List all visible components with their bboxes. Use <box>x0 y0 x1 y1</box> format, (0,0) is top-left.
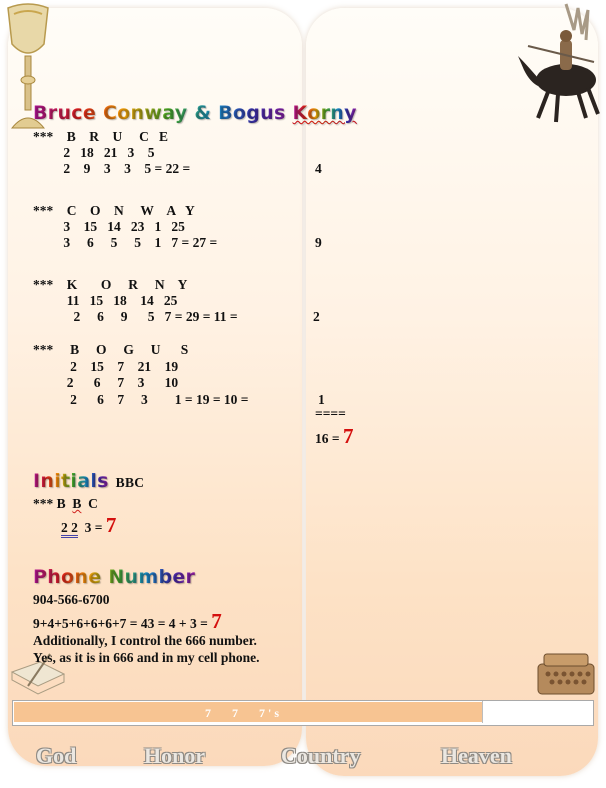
initials-letter-c: C <box>81 496 98 511</box>
initials-suffix: BBC <box>115 475 145 490</box>
initials-letters-prefix: *** B <box>33 496 73 511</box>
phone-heading <box>33 566 195 588</box>
motto-country: Country <box>281 743 361 768</box>
title-text: Bruce Conway & Bogus <box>33 102 293 124</box>
phone-note-2: Yes, as it is in 666 and in my cell phone. <box>33 650 260 665</box>
initials-letter-b: B <box>72 496 82 511</box>
korny-numbers: 11 15 18 14 25 <box>33 293 178 308</box>
footer-sevens: 7 7 7 ' s <box>205 706 280 720</box>
phone-note-1: Additionally, I control the 666 number. <box>33 633 257 648</box>
total-rule: ==== <box>315 406 346 421</box>
phone-heading-text: Phone Number <box>33 566 196 588</box>
bruce-reduced: 2 9 3 3 5 = 22 = <box>33 161 191 176</box>
phone-number: 904-566-6700 <box>33 592 110 607</box>
motto-god: God <box>36 743 77 768</box>
total-label: 16 = <box>315 431 340 446</box>
horse-rider-image <box>508 0 606 128</box>
total-seven: 7 <box>342 424 354 448</box>
bogus-reduced-final: 2 6 7 3 1 = 19 = 10 = <box>33 392 249 407</box>
phone-sum <box>33 609 222 633</box>
motto-heaven: Heaven <box>441 743 512 768</box>
bruce-numbers: 2 18 21 3 5 <box>33 145 155 160</box>
conway-reduced: 3 6 5 5 1 7 = 27 = <box>33 235 218 250</box>
phone-seven: 7 <box>211 609 222 633</box>
title-text-misspelled: Korny <box>292 102 357 124</box>
initials-heading <box>33 470 144 492</box>
page-number: Page 3 <box>490 705 516 715</box>
initials-calc <box>61 513 117 537</box>
conway-letters: *** C O N W A Y <box>33 203 195 218</box>
conway-result: 9 <box>315 235 322 250</box>
motto-honor: Honor <box>144 743 206 768</box>
footer-divider <box>482 701 483 723</box>
korny-reduced: 2 6 9 5 7 = 29 = 11 = <box>33 309 238 324</box>
initials-heading-text: Initials <box>33 470 109 492</box>
bogus-result: 1 <box>318 392 325 407</box>
total-line <box>315 424 354 448</box>
initials-calc-underlined: 2 2 <box>61 520 78 538</box>
korny-result: 2 <box>313 309 320 324</box>
bogus-letters: *** B O G U S <box>33 342 189 357</box>
bruce-letters: *** B R U C E <box>33 129 169 144</box>
bogus-numbers: 2 15 7 21 19 <box>33 359 179 374</box>
initials-letters <box>33 496 98 512</box>
conway-numbers: 3 15 14 23 1 25 <box>33 219 185 234</box>
phone-sum-text: 9+4+5+6+6+6+7 = 43 = 4 + 3 = <box>33 616 208 631</box>
typewriter-image <box>532 648 600 704</box>
initials-calc-rest: 3 = <box>77 520 103 535</box>
bogus-reduced: 2 6 7 3 10 <box>33 375 179 390</box>
initials-seven: 7 <box>105 513 117 537</box>
korny-letters: *** K O R N Y <box>33 277 188 292</box>
page-title <box>33 102 357 124</box>
bruce-result: 4 <box>315 161 322 176</box>
